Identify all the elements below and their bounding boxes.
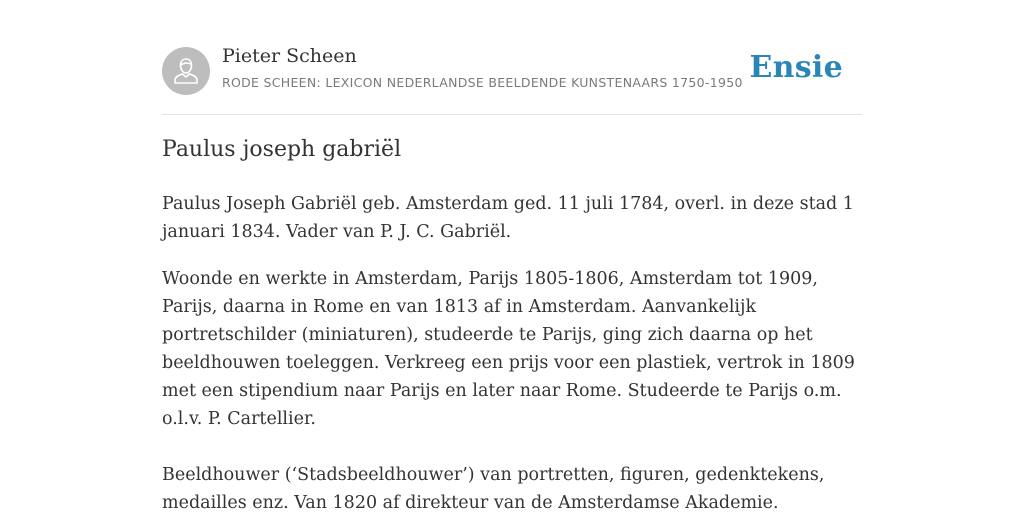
article-title: Paulus joseph gabriël [162, 137, 402, 162]
article-paragraph-3: Beeldhouwer (‘Stadsbeeldhouwer’) van portretten, figuren, gedenktekens, medailles enz. Van 1820 af direkteur van de Amsterdamse Akademie. [162, 465, 825, 512]
author-avatar[interactable] [162, 47, 210, 95]
content-container [162, 0, 862, 512]
user-icon [162, 47, 210, 95]
article-paragraph-1: Paulus Joseph Gabriël geb. Amsterdam ged. 11 juli 1784, overl. in deze stad 1 januari 1834. Vader van P. J. C. Gabriël. [162, 194, 854, 242]
article-header [162, 0, 862, 115]
author-name[interactable]: Pieter Scheen [222, 45, 357, 67]
source-title[interactable]: RODE SCHEEN: LEXICON NEDERLANDSE BEELDENDE KUNSTENAARS 1750-1950 [222, 75, 743, 90]
article-paragraph-2: Woonde en werkte in Amsterdam, Parijs 1805-1806, Amsterdam tot 1909, Parijs, daarna in Rome en van 1813 af in Amsterdam. Aanvankelijk portretschilder (miniaturen), studeerde te Parijs, ging zich daarna op het beeldhouwen toeleggen. Verkreeg een prijs voor een plastiek, vertrok in 1809 met een stipendium naar Parijs en later naar Rome. Studeerde te Parijs o.m. o.l.v. P. Cartellier. [162, 269, 855, 429]
ensie-logo[interactable]: Ensie [749, 50, 843, 85]
